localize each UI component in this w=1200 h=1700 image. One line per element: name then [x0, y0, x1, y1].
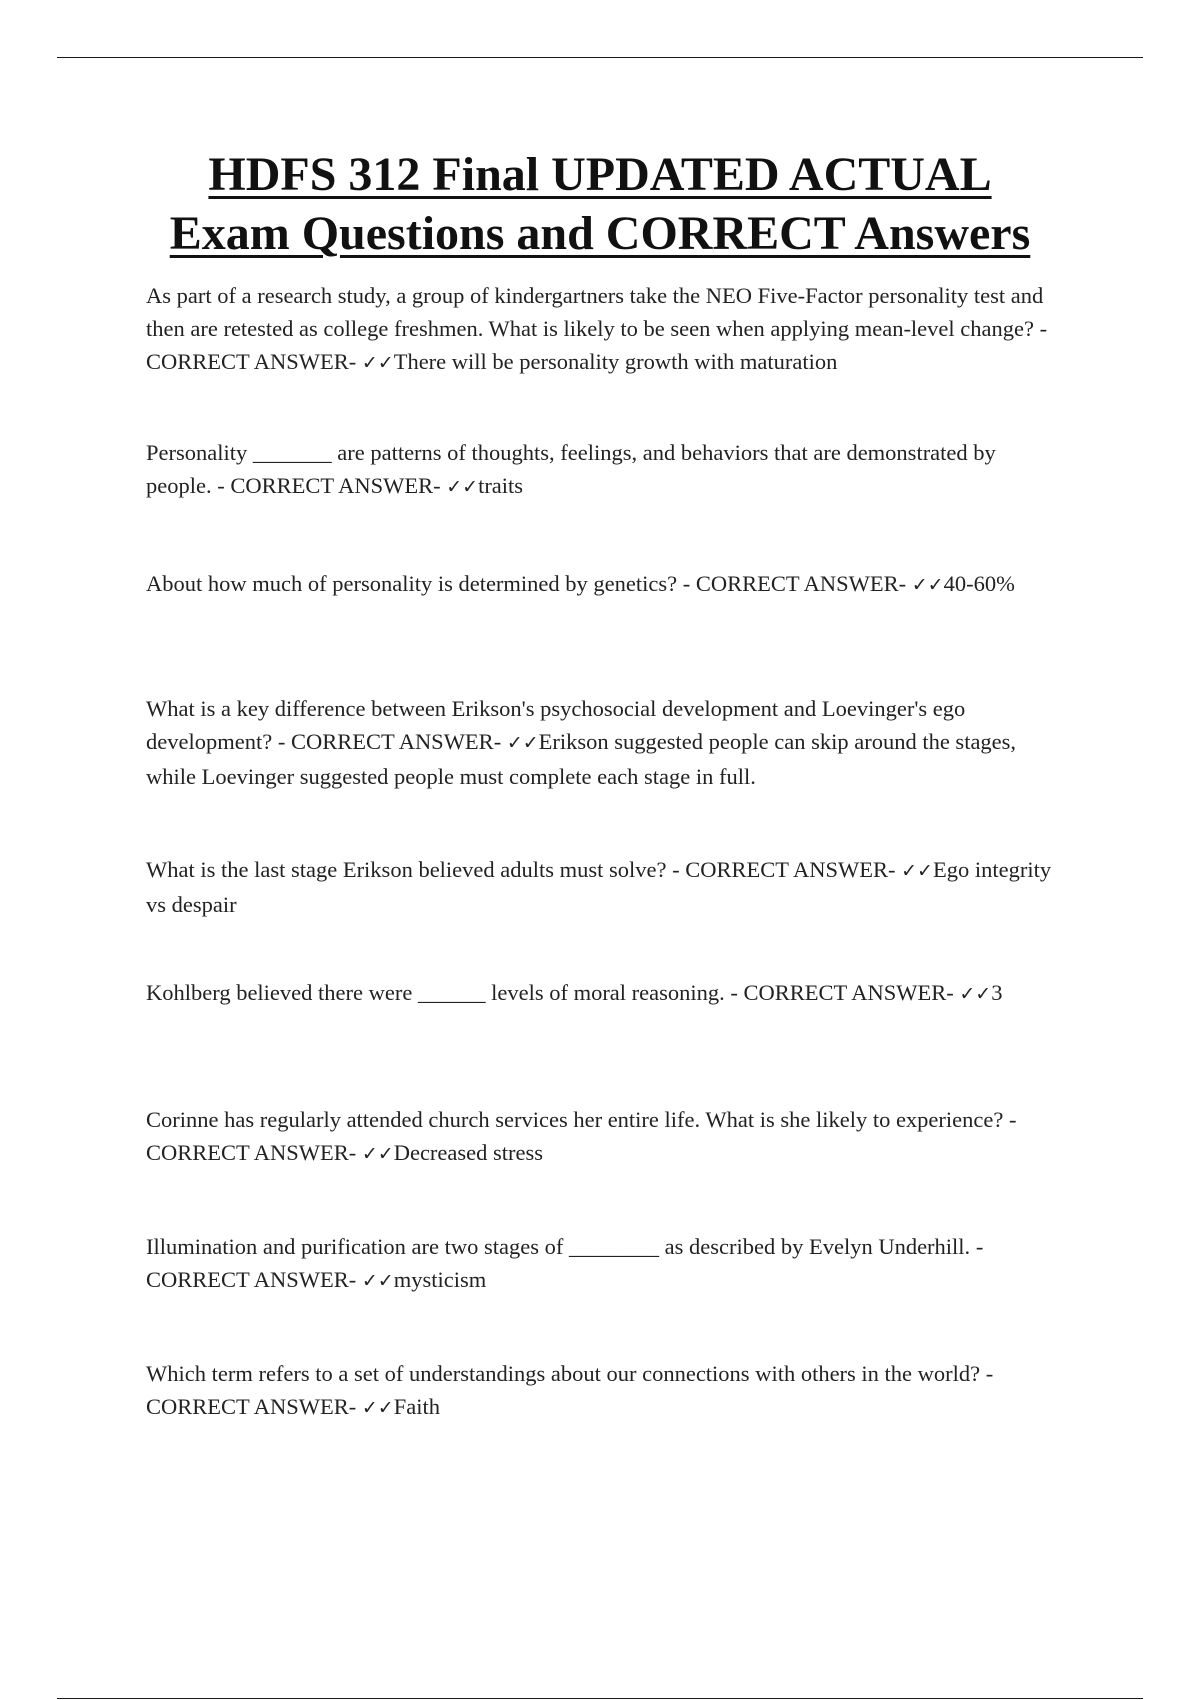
bottom-rule [57, 1698, 1143, 1699]
check-marks-icon: ✓✓ [901, 860, 933, 882]
answer-prefix: - CORRECT ANSWER- [146, 1361, 994, 1419]
check-marks-icon: ✓✓ [361, 1143, 394, 1165]
check-marks-icon: ✓✓ [446, 476, 479, 498]
question-text: As part of a research study, a group of kindergartners take the NEO Five-Factor personality test and then are retested as college freshmen. What is likely to be seen when applying mean-level change? [146, 283, 1044, 341]
question-text: Which term refers to a set of understandings about our connections with others in the world? [146, 1361, 981, 1386]
answer-text: traits [478, 473, 524, 498]
qa-item-8 [146, 1230, 1066, 1298]
answer-prefix: - CORRECT ANSWER- [672, 857, 902, 882]
question-text: What is the last stage Erikson believed adults must solve? [146, 857, 667, 882]
question-text: Illumination and purification are two stages of ________ as described by Evelyn Underhill. [146, 1234, 971, 1259]
answer-prefix: - CORRECT ANSWER- [277, 729, 507, 754]
answer-text: Decreased stress [393, 1140, 544, 1165]
question-text: Kohlberg believed there were ______ levels of moral reasoning. [146, 980, 725, 1005]
answer-text: Faith [393, 1394, 440, 1419]
check-marks-icon: ✓✓ [911, 574, 944, 596]
question-text: Corinne has regularly attended church services her entire life. What is she likely to experience? [146, 1107, 1004, 1132]
answer-text: Erikson suggested people can skip around the stages, while Loevinger suggested people must complete each stage in full. [146, 729, 1017, 789]
qa-item-9 [146, 1357, 1066, 1425]
top-rule [57, 57, 1143, 58]
answer-text: 3 [991, 980, 1003, 1005]
answer-text: There will be personality growth with maturation [393, 349, 838, 374]
question-text: What is a key difference between Erikson's psychosocial development and Loevinger's ego development? [146, 696, 966, 754]
question-text: About how much of personality is determined by genetics? [146, 571, 678, 596]
title-line-2: Exam Questions and CORRECT Answers [169, 207, 1031, 260]
answer-prefix: - CORRECT ANSWER- [146, 1234, 984, 1292]
qa-item-4 [146, 692, 1066, 793]
qa-item-3 [146, 567, 1066, 602]
check-marks-icon: ✓✓ [959, 983, 992, 1005]
qa-item-5 [146, 853, 1066, 921]
answer-text: Ego integrity vs despair [146, 857, 1052, 917]
qa-item-7 [146, 1103, 1066, 1171]
qa-item-6 [146, 976, 1066, 1011]
check-marks-icon: ✓✓ [361, 1270, 394, 1292]
question-text: Personality _______ are patterns of thoughts, feelings, and behaviors that are demonstrated by people. [146, 440, 996, 498]
document-title [100, 145, 1100, 263]
title-line-1: HDFS 312 Final UPDATED ACTUAL [208, 148, 992, 201]
qa-item-2 [146, 436, 1066, 504]
check-marks-icon: ✓✓ [361, 1397, 394, 1419]
answer-prefix: - CORRECT ANSWER- [146, 1107, 1017, 1165]
answer-text: mysticism [393, 1267, 487, 1292]
answer-prefix: - CORRECT ANSWER- [146, 316, 1048, 374]
check-marks-icon: ✓✓ [506, 732, 539, 754]
answer-prefix: - CORRECT ANSWER- [217, 473, 447, 498]
answer-text: 40-60% [943, 571, 1015, 596]
answer-prefix: - CORRECT ANSWER- [730, 980, 960, 1005]
qa-item-1 [146, 279, 1066, 380]
check-marks-icon: ✓✓ [361, 352, 394, 374]
answer-prefix: - CORRECT ANSWER- [682, 571, 912, 596]
